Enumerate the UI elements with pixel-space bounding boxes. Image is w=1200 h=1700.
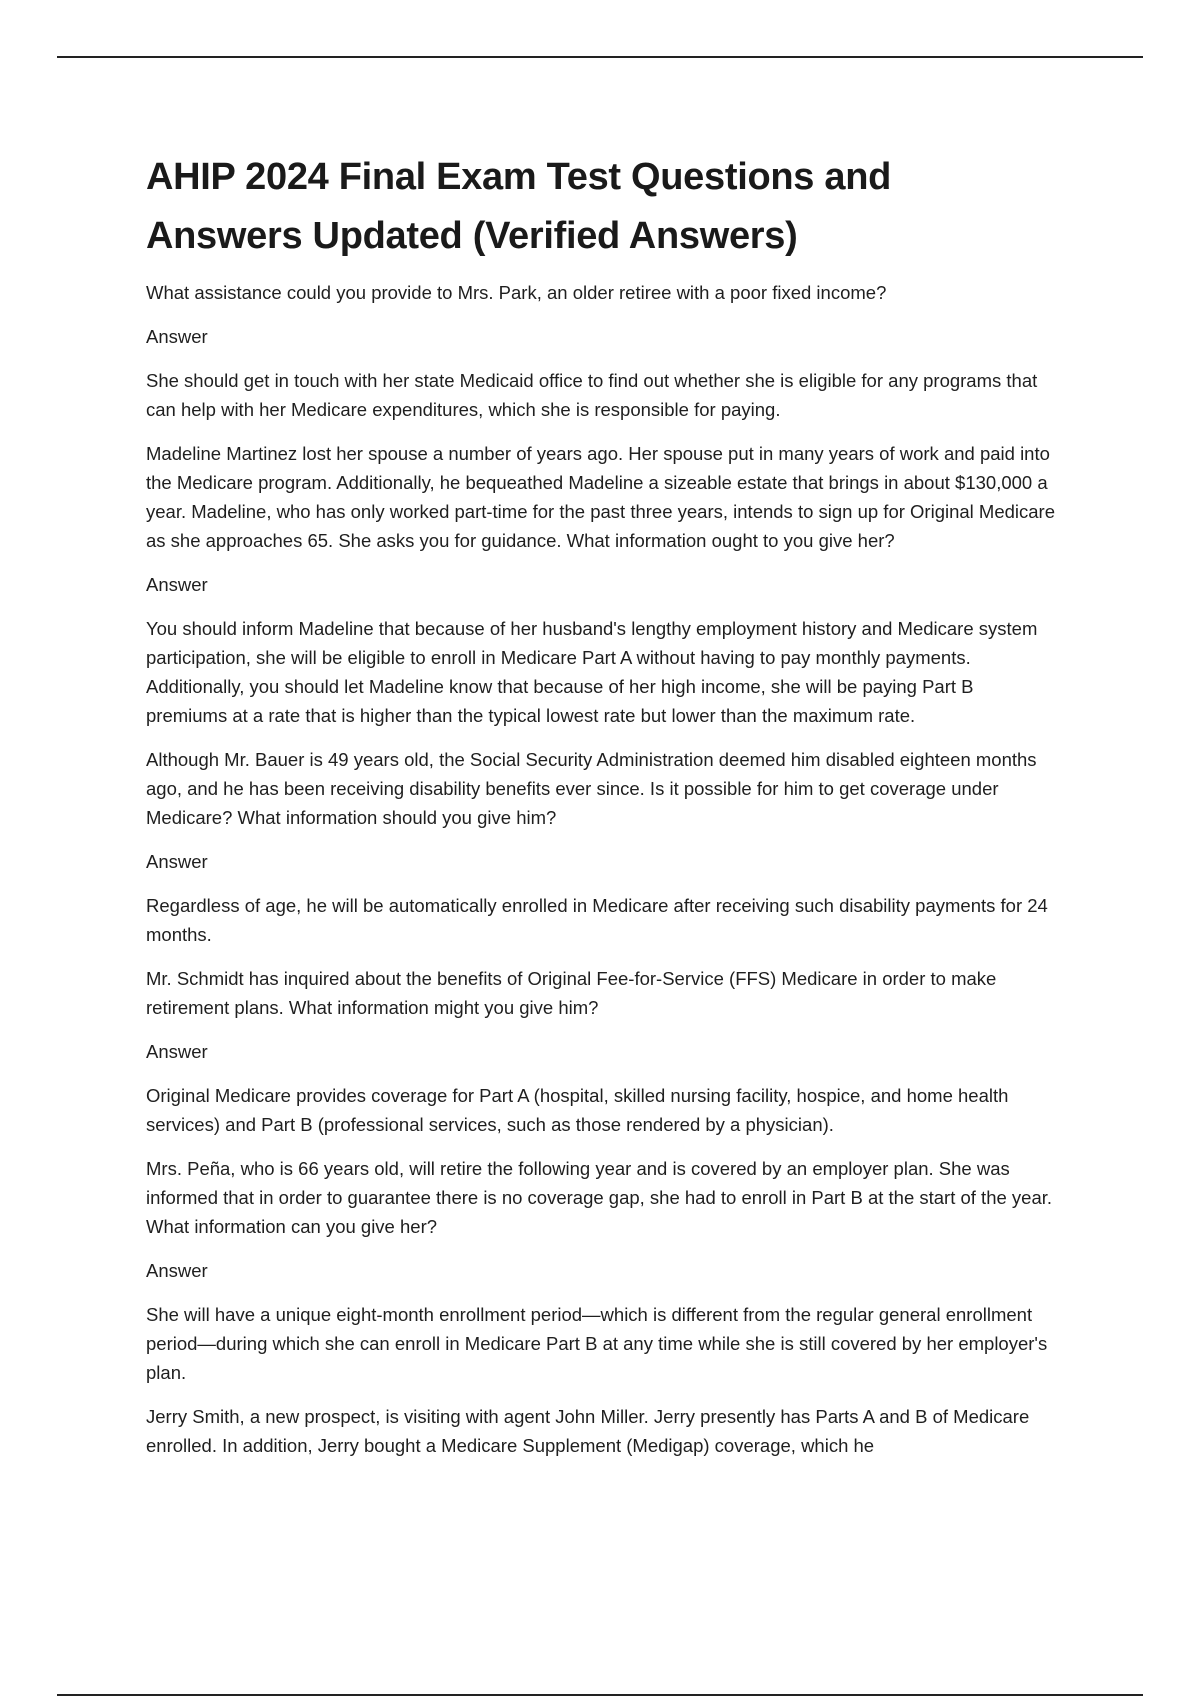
question-text: Although Mr. Bauer is 49 years old, the Social Security Administration deemed him disabled eighteen months ago, and he has been receiving disability benefits ever since. Is it possible for him to get coverage under Medicare? What information should you give him? [146, 749, 1037, 828]
question-text: Jerry Smith, a new prospect, is visiting with agent John Miller. Jerry presently has Parts A and B of Medicare enrolled. In addition, Jerry bought a Medicare Supplement (Medigap) coverage, which he [146, 1406, 1030, 1456]
question-text: Mrs. Peña, who is 66 years old, will retire the following year and is covered by an employer plan. She was informed that in order to guarantee there is no coverage gap, she had to enroll in Part B at the start of the year. What information can you give her? [146, 1158, 1053, 1237]
answer-label: Answer [146, 1260, 208, 1281]
answer-text: Original Medicare provides coverage for Part A (hospital, skilled nursing facility, hospice, and home health services) and Part B (professional services, such as those rendered by a physician). [146, 1085, 1009, 1135]
bottom-rule [57, 1694, 1143, 1696]
document-body [146, 148, 1056, 1475]
answer-text: You should inform Madeline that because of her husband's lengthy employment history and Medicare system participation, she will be eligible to enroll in Medicare Part A without having to pay monthly payments. Additionally, you should let Madeline know that because of her high income, she will be paying Part B premiums at a rate that is higher than the typical lowest rate but lower than the maximum rate. [146, 618, 1038, 726]
document-title: AHIP 2024 Final Exam Test Questions and Answers Updated (Verified Answers) [146, 156, 892, 257]
top-rule [57, 56, 1143, 58]
answer-label: Answer [146, 326, 208, 347]
question-text: Madeline Martinez lost her spouse a number of years ago. Her spouse put in many years of work and paid into the Medicare program. Additionally, he bequeathed Madeline a sizeable estate that brings in about $130,000 a year. Madeline, who has only worked part-time for the past three years, intends to sign up for Original Medicare as she approaches 65. She asks you for guidance. What information ought to you give her? [146, 443, 1056, 551]
answer-text: She will have a unique eight-month enrollment period—which is different from the regular general enrollment period—during which she can enroll in Medicare Part B at any time while she is still covered by her employer's plan. [146, 1304, 1048, 1383]
answer-label: Answer [146, 1041, 208, 1062]
question-text: What assistance could you provide to Mrs. Park, an older retiree with a poor fixed income? [146, 282, 887, 303]
question-text: Mr. Schmidt has inquired about the benefits of Original Fee-for-Service (FFS) Medicare in order to make retirement plans. What information might you give him? [146, 968, 997, 1018]
answer-text: Regardless of age, he will be automatically enrolled in Medicare after receiving such disability payments for 24 months. [146, 895, 1048, 945]
answer-text: She should get in touch with her state Medicaid office to find out whether she is eligible for any programs that can help with her Medicare expenditures, which she is responsible for paying. [146, 370, 1038, 420]
answer-label: Answer [146, 851, 208, 872]
answer-label: Answer [146, 574, 208, 595]
